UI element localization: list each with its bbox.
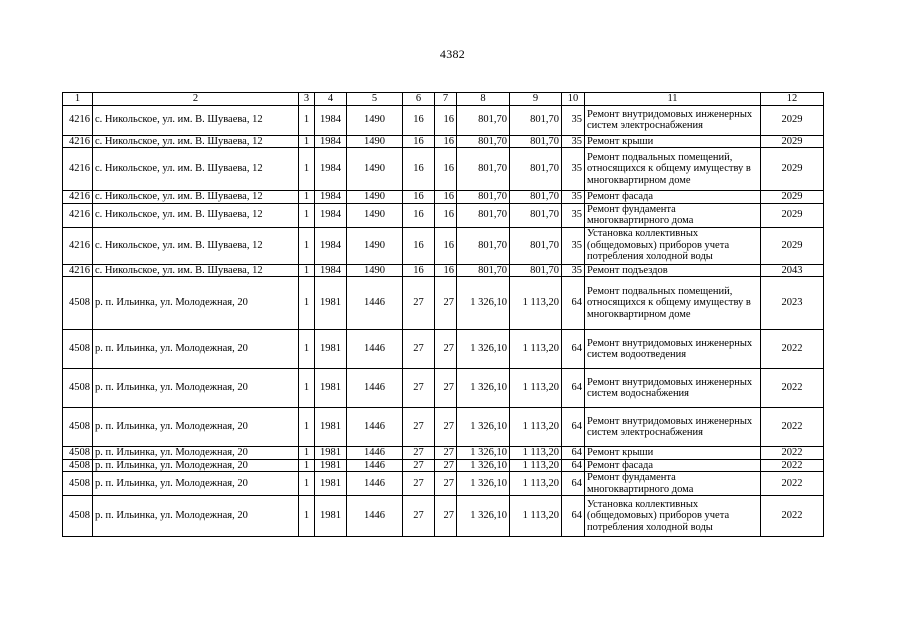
table-cell: Ремонт фасада <box>585 191 761 204</box>
table-cell: 1490 <box>347 203 403 227</box>
table-cell: 1 <box>299 472 315 496</box>
table-cell: 1984 <box>315 148 347 191</box>
table-cell: 1 113,20 <box>510 369 562 408</box>
table-cell: 27 <box>403 496 435 537</box>
table-cell: с. Никольское, ул. им. В. Шуваева, 12 <box>93 148 299 191</box>
table-cell: 1 <box>299 330 315 369</box>
table-cell: 1446 <box>347 472 403 496</box>
table-cell: 27 <box>403 369 435 408</box>
table-cell: 64 <box>562 459 585 472</box>
table-cell: Установка коллективных (общедомовых) приборов учета потребления холодной воды <box>585 496 761 537</box>
table-cell: 1 113,20 <box>510 496 562 537</box>
table-cell: 1 113,20 <box>510 408 562 447</box>
table-cell: 1490 <box>347 148 403 191</box>
table-row <box>63 369 824 408</box>
table-cell: 801,70 <box>457 191 510 204</box>
table-cell: 2029 <box>761 105 824 135</box>
table-cell: 801,70 <box>457 264 510 277</box>
table-row <box>63 135 824 148</box>
table-cell: 801,70 <box>457 148 510 191</box>
table-cell: 801,70 <box>510 191 562 204</box>
table-cell: 16 <box>435 105 457 135</box>
table-cell: Ремонт фасада <box>585 459 761 472</box>
column-number-9: 9 <box>510 93 562 106</box>
table-cell: 1 326,10 <box>457 408 510 447</box>
page-number: 4382 <box>439 47 466 61</box>
table-cell: 1 <box>299 408 315 447</box>
table-cell: Ремонт крыши <box>585 135 761 148</box>
column-number-5: 5 <box>347 93 403 106</box>
table-cell: Ремонт внутридомовых инженерных систем электроснабжения <box>585 408 761 447</box>
table-cell: 1984 <box>315 191 347 204</box>
table-row <box>63 148 824 191</box>
table-cell: р. п. Ильинка, ул. Молодежная, 20 <box>93 369 299 408</box>
table-cell: 1981 <box>315 447 347 460</box>
table-cell: 4216 <box>63 191 93 204</box>
column-number-2: 2 <box>93 93 299 106</box>
table-cell: р. п. Ильинка, ул. Молодежная, 20 <box>93 277 299 330</box>
table-cell: 1 <box>299 264 315 277</box>
table-cell: 4508 <box>63 369 93 408</box>
table-cell: 27 <box>435 369 457 408</box>
table-cell: 1981 <box>315 369 347 408</box>
table-cell: 1 <box>299 369 315 408</box>
table-cell: 1 <box>299 191 315 204</box>
table-cell: 1490 <box>347 135 403 148</box>
table-cell: 16 <box>435 264 457 277</box>
table-cell: 27 <box>435 496 457 537</box>
table-cell: 27 <box>403 277 435 330</box>
table-row <box>63 408 824 447</box>
table-cell: 1984 <box>315 135 347 148</box>
table-cell: 27 <box>403 447 435 460</box>
table-cell: 4508 <box>63 330 93 369</box>
table-cell: 64 <box>562 472 585 496</box>
table-cell: 27 <box>403 459 435 472</box>
table-cell: 4216 <box>63 135 93 148</box>
table-cell: 1490 <box>347 105 403 135</box>
table-cell: 16 <box>403 135 435 148</box>
table-cell: 1 <box>299 203 315 227</box>
table-cell: 801,70 <box>510 264 562 277</box>
table-cell: 1 113,20 <box>510 459 562 472</box>
table-cell: 35 <box>562 135 585 148</box>
table-cell: 1490 <box>347 227 403 264</box>
table-cell: 27 <box>403 408 435 447</box>
table-cell: 1 326,10 <box>457 447 510 460</box>
table-cell: 27 <box>435 472 457 496</box>
table-cell: р. п. Ильинка, ул. Молодежная, 20 <box>93 447 299 460</box>
table-cell: 1446 <box>347 330 403 369</box>
table-cell: 1490 <box>347 191 403 204</box>
table-cell: 27 <box>403 330 435 369</box>
table-cell: Ремонт крыши <box>585 447 761 460</box>
table-cell: 64 <box>562 277 585 330</box>
table-cell: 27 <box>435 277 457 330</box>
table-cell: 4508 <box>63 277 93 330</box>
table-cell: 1 113,20 <box>510 330 562 369</box>
table-cell: 801,70 <box>457 227 510 264</box>
table-cell: 801,70 <box>510 148 562 191</box>
table-cell: 1981 <box>315 408 347 447</box>
column-number-12: 12 <box>761 93 824 106</box>
table-cell: 64 <box>562 447 585 460</box>
table-cell: 2029 <box>761 191 824 204</box>
table-cell: 1984 <box>315 264 347 277</box>
table-row <box>63 203 824 227</box>
table-row <box>63 227 824 264</box>
table-cell: Установка коллективных (общедомовых) приборов учета потребления холодной воды <box>585 227 761 264</box>
table-cell: 1446 <box>347 496 403 537</box>
repair-schedule-table <box>62 92 824 537</box>
table-cell: 4508 <box>63 472 93 496</box>
table-cell: 2022 <box>761 408 824 447</box>
table-cell: 1490 <box>347 264 403 277</box>
table-cell: 16 <box>403 227 435 264</box>
table-cell: с. Никольское, ул. им. В. Шуваева, 12 <box>93 203 299 227</box>
table-cell: 16 <box>435 148 457 191</box>
table-cell: 2022 <box>761 447 824 460</box>
table-row <box>63 264 824 277</box>
table-cell: 2022 <box>761 496 824 537</box>
table-cell: Ремонт подвальных помещений, относящихся к общему имуществу в многоквартирном доме <box>585 277 761 330</box>
table-cell: 16 <box>403 264 435 277</box>
table-cell: 801,70 <box>510 203 562 227</box>
table-cell: 64 <box>562 330 585 369</box>
table-cell: 4216 <box>63 203 93 227</box>
column-number-10: 10 <box>562 93 585 106</box>
table-cell: Ремонт внутридомовых инженерных систем водоснабжения <box>585 369 761 408</box>
table-cell: 2029 <box>761 203 824 227</box>
table-cell: Ремонт фундамента многоквартирного дома <box>585 472 761 496</box>
table-cell: 16 <box>403 191 435 204</box>
table-cell: 4508 <box>63 459 93 472</box>
table-cell: 64 <box>562 369 585 408</box>
table-cell: с. Никольское, ул. им. В. Шуваева, 12 <box>93 227 299 264</box>
table-cell: 35 <box>562 227 585 264</box>
table-cell: 1 <box>299 447 315 460</box>
table-cell: 1981 <box>315 330 347 369</box>
table-cell: р. п. Ильинка, ул. Молодежная, 20 <box>93 472 299 496</box>
table-cell: р. п. Ильинка, ул. Молодежная, 20 <box>93 408 299 447</box>
column-number-4: 4 <box>315 93 347 106</box>
table-cell: 4508 <box>63 496 93 537</box>
table-cell: 16 <box>435 191 457 204</box>
column-number-6: 6 <box>403 93 435 106</box>
table-cell: 1 326,10 <box>457 369 510 408</box>
table-cell: с. Никольское, ул. им. В. Шуваева, 12 <box>93 264 299 277</box>
table-cell: 1984 <box>315 105 347 135</box>
table-cell: 1 <box>299 148 315 191</box>
table-cell: 16 <box>403 105 435 135</box>
table-row <box>63 459 824 472</box>
table-cell: 4216 <box>63 227 93 264</box>
table-row <box>63 277 824 330</box>
table-cell: 1446 <box>347 459 403 472</box>
table-cell: 1 113,20 <box>510 472 562 496</box>
table-row <box>63 330 824 369</box>
table-cell: 1 113,20 <box>510 447 562 460</box>
table-cell: 1981 <box>315 277 347 330</box>
table-cell: 2043 <box>761 264 824 277</box>
table-cell: 1 326,10 <box>457 496 510 537</box>
table-cell: 27 <box>435 330 457 369</box>
table-cell: 27 <box>435 408 457 447</box>
table-cell: 801,70 <box>457 135 510 148</box>
table-cell: Ремонт фундамента многоквартирного дома <box>585 203 761 227</box>
table-cell: 27 <box>435 447 457 460</box>
table-row <box>63 105 824 135</box>
table-cell: 801,70 <box>510 135 562 148</box>
table-cell: 801,70 <box>457 105 510 135</box>
table-cell: Ремонт подъездов <box>585 264 761 277</box>
table-cell: 801,70 <box>457 203 510 227</box>
header-row <box>63 93 824 106</box>
table-cell: 2022 <box>761 472 824 496</box>
table-cell: 801,70 <box>510 227 562 264</box>
table-cell: 2029 <box>761 227 824 264</box>
table-row <box>63 447 824 460</box>
table-cell: 35 <box>562 105 585 135</box>
table-cell: 16 <box>435 203 457 227</box>
table-cell: 2022 <box>761 459 824 472</box>
table-cell: 1446 <box>347 408 403 447</box>
table-cell: 35 <box>562 203 585 227</box>
table-cell: 35 <box>562 191 585 204</box>
table-cell: 1 113,20 <box>510 277 562 330</box>
table-cell: с. Никольское, ул. им. В. Шуваева, 12 <box>93 135 299 148</box>
table-cell: 1 <box>299 135 315 148</box>
table-cell: 1 326,10 <box>457 472 510 496</box>
table-cell: 16 <box>403 148 435 191</box>
table-cell: р. п. Ильинка, ул. Молодежная, 20 <box>93 330 299 369</box>
table-cell: 4216 <box>63 148 93 191</box>
table-cell: 1446 <box>347 447 403 460</box>
table-cell: Ремонт внутридомовых инженерных систем электроснабжения <box>585 105 761 135</box>
table-cell: 1 <box>299 227 315 264</box>
table-cell: 801,70 <box>510 105 562 135</box>
table-cell: р. п. Ильинка, ул. Молодежная, 20 <box>93 459 299 472</box>
table-cell: 1 <box>299 496 315 537</box>
table-cell: 1981 <box>315 472 347 496</box>
table-cell: 1981 <box>315 459 347 472</box>
column-number-1: 1 <box>63 93 93 106</box>
table-cell: 1 326,10 <box>457 277 510 330</box>
table-cell: 27 <box>403 472 435 496</box>
table-cell: 1 <box>299 459 315 472</box>
table-cell: 64 <box>562 408 585 447</box>
table-cell: 2029 <box>761 148 824 191</box>
table-cell: 2022 <box>761 369 824 408</box>
table-cell: 27 <box>435 459 457 472</box>
table-cell: 1984 <box>315 203 347 227</box>
table-cell: 64 <box>562 496 585 537</box>
table-cell: 4216 <box>63 105 93 135</box>
table-cell: с. Никольское, ул. им. В. Шуваева, 12 <box>93 191 299 204</box>
table-cell: 35 <box>562 264 585 277</box>
table-cell: 1446 <box>347 369 403 408</box>
table-row <box>63 191 824 204</box>
column-number-8: 8 <box>457 93 510 106</box>
table-cell: 2022 <box>761 330 824 369</box>
table-cell: 4216 <box>63 264 93 277</box>
table-cell: с. Никольское, ул. им. В. Шуваева, 12 <box>93 105 299 135</box>
table-cell: р. п. Ильинка, ул. Молодежная, 20 <box>93 496 299 537</box>
table-cell: Ремонт подвальных помещений, относящихся к общему имуществу в многоквартирном доме <box>585 148 761 191</box>
table-cell: 1 <box>299 105 315 135</box>
table-cell: 1981 <box>315 496 347 537</box>
table-cell: 2029 <box>761 135 824 148</box>
table-cell: 4508 <box>63 408 93 447</box>
column-number-3: 3 <box>299 93 315 106</box>
table-cell: 1 <box>299 277 315 330</box>
column-number-7: 7 <box>435 93 457 106</box>
table-cell: 1446 <box>347 277 403 330</box>
table-row <box>63 496 824 537</box>
table-cell: 4508 <box>63 447 93 460</box>
table-cell: 16 <box>435 135 457 148</box>
table-cell: Ремонт внутридомовых инженерных систем водоотведения <box>585 330 761 369</box>
table-row <box>63 472 824 496</box>
table-cell: 1 326,10 <box>457 459 510 472</box>
table-cell: 1 326,10 <box>457 330 510 369</box>
table-cell: 2023 <box>761 277 824 330</box>
table-cell: 1984 <box>315 227 347 264</box>
table-cell: 35 <box>562 148 585 191</box>
table-cell: 16 <box>403 203 435 227</box>
table-cell: 16 <box>435 227 457 264</box>
column-number-11: 11 <box>585 93 761 106</box>
